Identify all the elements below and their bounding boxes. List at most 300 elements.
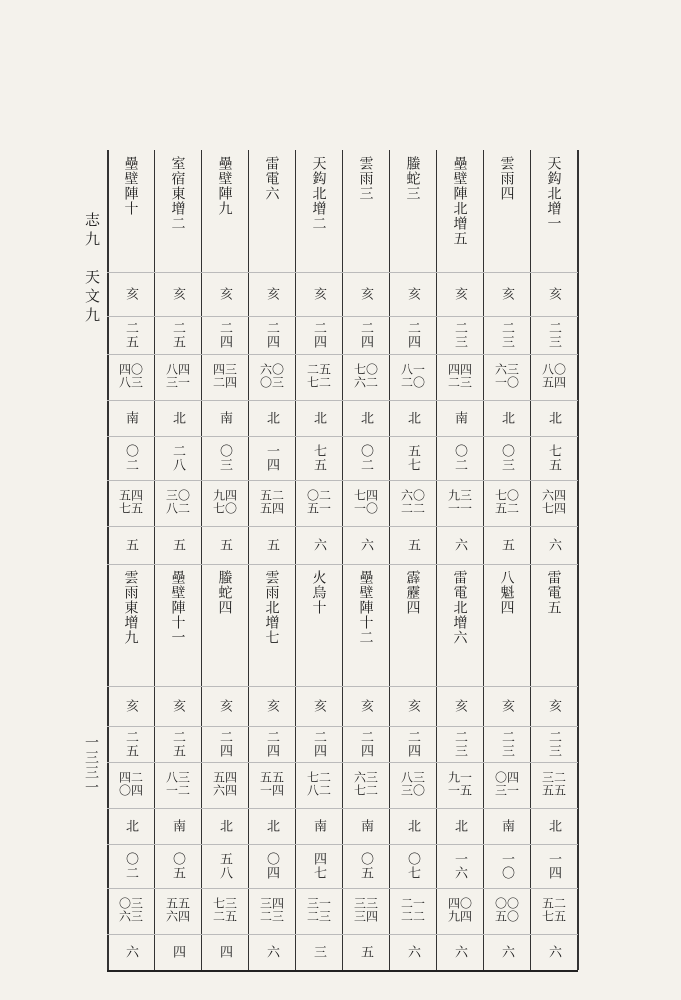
data-cell xyxy=(530,726,577,762)
star-name-cell xyxy=(389,150,436,272)
star-name-cell xyxy=(248,150,295,272)
cell-value: 亥 xyxy=(405,287,420,301)
star-name: 火烏十 xyxy=(310,570,327,615)
cell-value: 一二二二 xyxy=(399,897,426,923)
star-name-cell xyxy=(342,150,389,272)
cell-value: 一六 xyxy=(452,852,467,880)
star-catalog-table xyxy=(107,150,578,970)
cell-value: 二一〇五 xyxy=(305,489,332,515)
data-cell xyxy=(389,762,436,808)
cell-value: 三 xyxy=(311,945,326,959)
cell-value: 七五 xyxy=(546,444,561,472)
star-name: 雲雨四 xyxy=(498,156,515,201)
star-name-cell xyxy=(248,564,295,686)
star-name: 雲雨北增七 xyxy=(263,570,280,645)
star-name-cell xyxy=(436,150,483,272)
data-cell xyxy=(107,888,154,934)
cell-value: 南 xyxy=(217,411,232,425)
star-name: 螣蛇四 xyxy=(216,570,233,615)
data-cell xyxy=(436,762,483,808)
cell-value: 六 xyxy=(123,945,138,959)
cell-value: 二二七八 xyxy=(305,771,332,797)
cell-value: 四 xyxy=(217,945,232,959)
row-rule xyxy=(107,970,578,972)
data-cell xyxy=(107,272,154,316)
data-cell xyxy=(389,480,436,526)
data-cell xyxy=(436,316,483,354)
data-cell xyxy=(248,272,295,316)
cell-value: 五二二七 xyxy=(305,363,332,389)
cell-value: 〇二七六 xyxy=(352,363,379,389)
data-cell xyxy=(483,526,530,564)
data-cell xyxy=(389,354,436,400)
data-cell xyxy=(389,844,436,888)
cell-value: 北 xyxy=(499,411,514,425)
data-cell xyxy=(389,316,436,354)
data-cell xyxy=(201,762,248,808)
cell-value: 五八 xyxy=(217,852,232,880)
cell-value: 〇四 xyxy=(264,852,279,880)
cell-value: 二五 xyxy=(123,321,138,349)
cell-value: 一〇八二 xyxy=(399,363,426,389)
data-cell xyxy=(483,888,530,934)
data-cell xyxy=(530,526,577,564)
data-cell xyxy=(436,888,483,934)
cell-value: 四三三二 xyxy=(258,897,285,923)
cell-value: 北 xyxy=(452,819,467,833)
data-cell xyxy=(154,480,201,526)
star-name-cell xyxy=(483,150,530,272)
star-name-cell xyxy=(530,150,577,272)
cell-value: 北 xyxy=(264,411,279,425)
data-cell xyxy=(248,480,295,526)
cell-value: 亥 xyxy=(123,699,138,713)
cell-value: 二五三五 xyxy=(540,771,567,797)
cell-value: 〇二七五 xyxy=(493,489,520,515)
data-cell xyxy=(154,934,201,970)
cell-value: 二四 xyxy=(358,321,373,349)
star-name: 雷電五 xyxy=(545,570,562,615)
cell-value: 〇二三八 xyxy=(164,489,191,515)
data-cell xyxy=(530,480,577,526)
cell-value: 五四五六 xyxy=(164,897,191,923)
cell-value: 亥 xyxy=(499,287,514,301)
data-cell xyxy=(248,686,295,726)
cell-value: 四七 xyxy=(311,852,326,880)
data-cell xyxy=(389,934,436,970)
cell-value: 北 xyxy=(358,411,373,425)
data-cell xyxy=(342,316,389,354)
data-cell xyxy=(483,480,530,526)
data-cell xyxy=(154,436,201,480)
cell-value: 亥 xyxy=(546,287,561,301)
volume-title: 志九 天文九 xyxy=(83,212,101,326)
cell-value: 二四四〇 xyxy=(117,771,144,797)
cell-value: 二五 xyxy=(170,321,185,349)
cell-value: 二五 xyxy=(170,730,185,758)
cell-value: 北 xyxy=(405,819,420,833)
data-cell xyxy=(389,400,436,436)
cell-value: 亥 xyxy=(264,699,279,713)
data-cell xyxy=(530,400,577,436)
data-cell xyxy=(201,526,248,564)
cell-value: 〇三 xyxy=(499,444,514,472)
cell-value: 五 xyxy=(217,538,232,552)
data-cell xyxy=(530,762,577,808)
cell-value: 北 xyxy=(546,819,561,833)
cell-value: 四〇九七 xyxy=(211,489,238,515)
cell-value: 二四 xyxy=(217,730,232,758)
star-name: 八魁四 xyxy=(498,570,515,615)
cell-value: 北 xyxy=(217,819,232,833)
star-name: 壘壁陣九 xyxy=(216,156,233,216)
data-cell xyxy=(342,762,389,808)
cell-value: 六 xyxy=(499,945,514,959)
data-cell xyxy=(483,272,530,316)
data-cell xyxy=(295,480,342,526)
cell-value: 六 xyxy=(358,538,373,552)
data-cell xyxy=(201,888,248,934)
data-cell xyxy=(483,762,530,808)
data-cell xyxy=(295,272,342,316)
data-cell xyxy=(201,354,248,400)
data-cell xyxy=(342,686,389,726)
cell-value: 二三 xyxy=(546,730,561,758)
star-name-cell xyxy=(295,150,342,272)
cell-value: 六 xyxy=(452,538,467,552)
star-name: 雲雨東增九 xyxy=(122,570,139,645)
data-cell xyxy=(248,808,295,844)
data-cell xyxy=(436,526,483,564)
cell-value: 二四 xyxy=(217,321,232,349)
data-cell xyxy=(483,316,530,354)
data-cell xyxy=(342,354,389,400)
data-cell xyxy=(107,762,154,808)
data-cell xyxy=(436,844,483,888)
data-cell xyxy=(530,354,577,400)
block1-data-row xyxy=(107,316,578,354)
data-cell xyxy=(530,316,577,354)
cell-value: 〇四八五 xyxy=(540,363,567,389)
data-cell xyxy=(154,888,201,934)
cell-value: 二四 xyxy=(311,321,326,349)
cell-value: 二五五七 xyxy=(540,897,567,923)
star-name-cell xyxy=(295,564,342,686)
star-name-cell xyxy=(530,564,577,686)
block2-data-row xyxy=(107,888,578,934)
cell-value: 亥 xyxy=(123,287,138,301)
data-cell xyxy=(154,808,201,844)
block2-data-row xyxy=(107,808,578,844)
cell-value: 六 xyxy=(311,538,326,552)
data-cell xyxy=(107,844,154,888)
star-name-cell xyxy=(342,564,389,686)
cell-value: 二四 xyxy=(405,730,420,758)
cell-value: 〇七 xyxy=(405,852,420,880)
cell-value: 四〇七一 xyxy=(352,489,379,515)
cell-value: 七五 xyxy=(311,444,326,472)
data-cell xyxy=(107,480,154,526)
data-cell xyxy=(201,808,248,844)
cell-value: 亥 xyxy=(311,699,326,713)
cell-value: 三四四二 xyxy=(211,363,238,389)
cell-value: 南 xyxy=(452,411,467,425)
cell-value: 四三四二 xyxy=(446,363,473,389)
cell-value: 亥 xyxy=(546,699,561,713)
data-cell xyxy=(154,354,201,400)
cell-value: 〇三 xyxy=(217,444,232,472)
cell-value: 亥 xyxy=(264,287,279,301)
cell-value: 二三 xyxy=(499,730,514,758)
cell-value: 二四 xyxy=(264,730,279,758)
cell-value: 南 xyxy=(311,819,326,833)
data-cell xyxy=(436,354,483,400)
data-cell xyxy=(107,316,154,354)
data-cell xyxy=(295,808,342,844)
data-cell xyxy=(295,400,342,436)
data-cell xyxy=(483,934,530,970)
cell-value: 五 xyxy=(499,538,514,552)
data-cell xyxy=(436,400,483,436)
star-name-cell xyxy=(107,564,154,686)
cell-value: 三二八一 xyxy=(164,771,191,797)
cell-value: 四 xyxy=(170,945,185,959)
cell-value: 〇三四八 xyxy=(117,363,144,389)
cell-value: 〇四四九 xyxy=(446,897,473,923)
data-cell xyxy=(436,726,483,762)
cell-value: 〇二 xyxy=(452,444,467,472)
star-name: 天鈎北增一 xyxy=(545,156,562,231)
star-name-cell xyxy=(201,564,248,686)
data-cell xyxy=(295,686,342,726)
block2-data-row xyxy=(107,686,578,726)
data-cell xyxy=(295,844,342,888)
page-number: 一三三一 xyxy=(83,735,99,795)
cell-value: 〇五 xyxy=(358,852,373,880)
cell-value: 三四三三 xyxy=(352,897,379,923)
cell-value: 亥 xyxy=(358,699,373,713)
cell-value: 亥 xyxy=(452,699,467,713)
cell-value: 五 xyxy=(170,538,185,552)
data-cell xyxy=(248,354,295,400)
cell-value: 南 xyxy=(123,411,138,425)
data-cell xyxy=(342,526,389,564)
cell-value: 二三 xyxy=(452,730,467,758)
data-cell xyxy=(107,436,154,480)
data-cell xyxy=(389,686,436,726)
data-cell xyxy=(436,480,483,526)
block1-data-row xyxy=(107,436,578,480)
data-cell xyxy=(154,272,201,316)
star-name: 霹靂四 xyxy=(404,570,421,615)
data-cell xyxy=(389,436,436,480)
data-cell xyxy=(530,436,577,480)
star-name: 雷電北增六 xyxy=(451,570,468,645)
cell-value: 〇二 xyxy=(123,444,138,472)
data-cell xyxy=(295,436,342,480)
data-cell xyxy=(483,844,530,888)
cell-value: 五 xyxy=(123,538,138,552)
data-cell xyxy=(389,808,436,844)
cell-value: 三〇六一 xyxy=(493,363,520,389)
data-cell xyxy=(201,686,248,726)
data-cell xyxy=(483,686,530,726)
data-cell xyxy=(295,888,342,934)
data-cell xyxy=(248,888,295,934)
data-cell xyxy=(248,436,295,480)
data-cell xyxy=(342,844,389,888)
cell-value: 六 xyxy=(405,945,420,959)
data-cell xyxy=(342,436,389,480)
data-cell xyxy=(436,808,483,844)
data-cell xyxy=(154,726,201,762)
star-name-cell xyxy=(436,564,483,686)
star-name: 天鈎北增二 xyxy=(310,156,327,231)
cell-value: 一五九一 xyxy=(446,771,473,797)
cell-value: 〇五 xyxy=(170,852,185,880)
data-cell xyxy=(342,808,389,844)
cell-value: 〇三六〇 xyxy=(258,363,285,389)
cell-value: 六 xyxy=(264,945,279,959)
star-name-cell xyxy=(154,564,201,686)
cell-value: 一〇 xyxy=(499,852,514,880)
star-name: 壘壁陣十二 xyxy=(357,570,374,645)
data-cell xyxy=(295,316,342,354)
block1-data-row xyxy=(107,480,578,526)
cell-value: 一四 xyxy=(264,444,279,472)
cell-value: 二四 xyxy=(311,730,326,758)
data-cell xyxy=(483,726,530,762)
data-cell xyxy=(389,726,436,762)
data-cell xyxy=(107,686,154,726)
block2-data-row xyxy=(107,844,578,888)
cell-value: 亥 xyxy=(217,699,232,713)
cell-value: 二五 xyxy=(123,730,138,758)
cell-value: 亥 xyxy=(358,287,373,301)
data-cell xyxy=(389,888,436,934)
cell-value: 北 xyxy=(123,819,138,833)
data-cell xyxy=(483,436,530,480)
data-cell xyxy=(154,316,201,354)
cell-value: 亥 xyxy=(217,287,232,301)
data-cell xyxy=(107,526,154,564)
data-cell xyxy=(201,726,248,762)
data-cell xyxy=(530,934,577,970)
cell-value: 四一八三 xyxy=(164,363,191,389)
data-cell xyxy=(248,934,295,970)
star-name: 雲雨三 xyxy=(357,156,374,201)
data-cell xyxy=(154,400,201,436)
star-name-cell xyxy=(201,150,248,272)
star-name-cell xyxy=(389,564,436,686)
cell-value: 二四五五 xyxy=(258,489,285,515)
block2-data-row xyxy=(107,934,578,970)
star-name: 雷電六 xyxy=(263,156,280,201)
data-cell xyxy=(154,686,201,726)
cell-value: 五 xyxy=(358,945,373,959)
block1-name-row xyxy=(107,150,578,272)
data-cell xyxy=(201,400,248,436)
data-cell xyxy=(201,844,248,888)
data-cell xyxy=(201,934,248,970)
block2-name-row xyxy=(107,564,578,686)
data-cell xyxy=(248,844,295,888)
data-cell xyxy=(248,526,295,564)
cell-value: 亥 xyxy=(170,699,185,713)
data-cell xyxy=(154,526,201,564)
cell-value: 亥 xyxy=(311,287,326,301)
cell-value: 北 xyxy=(311,411,326,425)
cell-value: 二四 xyxy=(264,321,279,349)
data-cell xyxy=(530,844,577,888)
star-name-cell xyxy=(154,150,201,272)
star-name: 壘壁陣十 xyxy=(122,156,139,216)
cell-value: 〇二 xyxy=(358,444,373,472)
cell-value: 〇二 xyxy=(123,852,138,880)
data-cell xyxy=(295,354,342,400)
cell-value: 亥 xyxy=(452,287,467,301)
cell-value: 一三三二 xyxy=(305,897,332,923)
data-cell xyxy=(389,272,436,316)
star-name-cell xyxy=(107,150,154,272)
cell-value: 北 xyxy=(405,411,420,425)
cell-value: 四四六七 xyxy=(540,489,567,515)
data-cell xyxy=(107,934,154,970)
star-name: 壘壁陣十一 xyxy=(169,570,186,645)
cell-value: 〇二六二 xyxy=(399,489,426,515)
block1-data-row xyxy=(107,354,578,400)
data-cell xyxy=(295,526,342,564)
cell-value: 〇〇〇五 xyxy=(493,897,520,923)
cell-value: 五四五一 xyxy=(258,771,285,797)
data-cell xyxy=(342,934,389,970)
data-cell xyxy=(342,888,389,934)
cell-value: 北 xyxy=(546,411,561,425)
data-cell xyxy=(342,480,389,526)
data-cell xyxy=(107,354,154,400)
star-name: 壘壁陣北增五 xyxy=(451,156,468,246)
data-cell xyxy=(107,726,154,762)
cell-value: 五 xyxy=(264,538,279,552)
data-cell xyxy=(201,316,248,354)
cell-value: 南 xyxy=(358,819,373,833)
block2-data-row xyxy=(107,762,578,808)
data-cell xyxy=(436,436,483,480)
data-cell xyxy=(483,400,530,436)
data-cell xyxy=(436,934,483,970)
data-cell xyxy=(295,934,342,970)
data-cell xyxy=(530,888,577,934)
data-cell xyxy=(248,316,295,354)
cell-value: 二四 xyxy=(358,730,373,758)
block1-data-row xyxy=(107,526,578,564)
data-cell xyxy=(530,686,577,726)
block1-data-row xyxy=(107,400,578,436)
cell-value: 二四 xyxy=(405,321,420,349)
data-cell xyxy=(295,762,342,808)
data-cell xyxy=(483,808,530,844)
cell-value: 北 xyxy=(170,411,185,425)
data-cell xyxy=(436,272,483,316)
block2-data-row xyxy=(107,726,578,762)
data-cell xyxy=(342,726,389,762)
star-name: 螣蛇三 xyxy=(404,156,421,201)
cell-value: 南 xyxy=(499,819,514,833)
cell-value: 六 xyxy=(546,538,561,552)
cell-value: 六 xyxy=(546,945,561,959)
cell-value: 亥 xyxy=(499,699,514,713)
star-name-cell xyxy=(483,564,530,686)
